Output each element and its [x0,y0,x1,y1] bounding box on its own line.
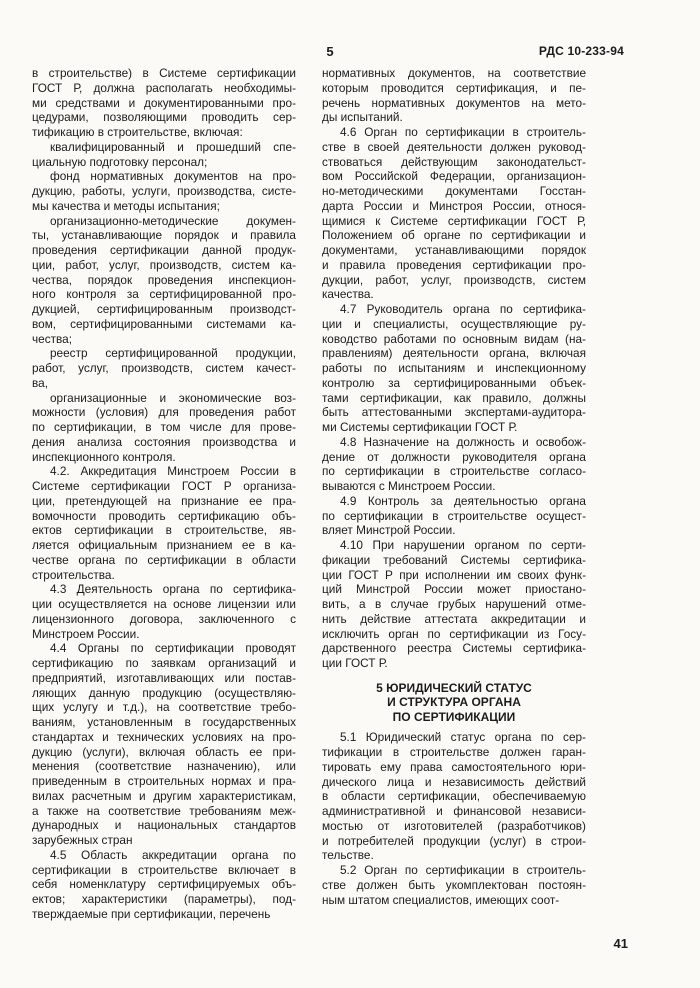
text-line: ции ГОСТ Р. [322,656,388,670]
text-line: 4.9 Контроль за деятельностью органа [340,493,586,508]
text-line: тировать ему права самостоятельного юри- [322,759,586,774]
paragraph [32,140,296,170]
text-line: но-методическими документами Госстан- [322,184,586,198]
section-heading-line: ПО СЕРТИФИКАЦИИ [392,709,516,724]
text-line: которым проводится сертификация, и пе- [322,80,586,95]
text-line: и потребителей продукции (услуг) в строи- [322,833,586,848]
text-line: квалифицированный и прошедший спе- [50,139,296,154]
text-line: 4.7 Руководитель органа по сертифика- [340,302,586,316]
text-line: вить, а в случае грубых нарушений отме- [322,597,586,611]
text-line: дарта России и Минстроя России, относя- [322,198,586,213]
text-line: 4.4 Органы по сертификации проводят [50,641,296,656]
text-line: а также на соответствие требованиям меж- [32,803,296,818]
right-column-top-text [322,66,586,671]
text-line: вомочности проводить сертификацию объ- [32,508,296,523]
text-line: 4.3 Деятельность органа по сертифика- [50,582,296,597]
paragraph [322,494,586,538]
text-line: ции, работ, услуг, производств, систем ка- [32,257,296,272]
text-line: по сертификации, в том числе для прове- [32,420,296,434]
paragraph [322,435,586,494]
section-heading [322,681,586,725]
header-page-number: 5 [326,44,334,59]
text-line: быть аттестованными экспертами-аудитора- [322,405,586,420]
text-line: тельстве. [322,848,374,863]
text-line: фонд нормативных документов на про- [50,169,296,184]
text-line: по сертификации в строительстве согласо- [322,464,586,479]
text-line: ций Минстрой России может приостано- [322,582,586,597]
text-line: стве должен быть укомплектован постоян- [322,877,586,892]
text-line: вом Российской Федерации, организацион- [322,169,586,184]
text-line: строительства. [32,567,115,582]
text-line: предприятий, изготавливающих или постав- [32,670,296,685]
text-line: реестр сертифицированной продукции, [50,346,296,361]
text-line: вываются с Минстроем России. [322,479,496,493]
text-line: вляет Минстрой России. [322,523,456,538]
paragraph [32,391,296,465]
text-line: 4.5 Область аккредитации органа по [50,847,296,862]
paragraph [32,66,296,140]
paragraph [32,848,296,922]
text-line: тификации в строительстве должен гаран- [322,745,586,759]
text-line: ектов сертификации в строительстве, яв- [32,523,296,538]
text-line: ным штатом специалистов, имеющих соот- [322,892,560,907]
text-line: чества; [32,331,72,346]
footer-page-number: 41 [613,936,628,951]
text-line: щих услугу и т.д.), на соответствие требо- [32,700,296,715]
text-line: дарственного реестра Системы сертифика- [322,641,586,656]
text-line: цедурами, позволяющими проводить сер- [32,110,296,125]
text-line: в строительстве) в Системе сертификации [32,66,296,80]
text-line: зарубежных стран [32,833,133,847]
text-line: Положением об органе по сертификации и [322,228,586,243]
text-line: правлениям) деятельности органа, включая [322,346,586,361]
text-line: ляющих данную продукцию (осуществляю- [32,685,296,700]
text-line: организационные и экономические воз- [50,390,296,405]
text-line: 4.10 При нарушении органом по серти- [340,538,586,552]
paragraph [32,641,296,848]
text-line: дукцию, работы, услуги, производства, систе- [32,184,296,198]
text-line: менения (соответствие назначению), или [32,759,296,774]
text-line: вилах расчетным и другим характеристикам, [32,788,296,803]
text-line: документами, устанавливающими порядок [322,243,586,257]
right-column-bottom-text [322,730,586,907]
text-line: ции ГОСТ Р при исполнении им своих функ- [322,567,586,582]
text-line: 5.2 Орган по сертификации в строитель- [340,863,586,877]
text-line: дукцию (услуги), включая область ее при- [32,744,296,759]
text-line: тверждаемые при сертификации, перечень [32,906,271,921]
text-line: дения анализа состояния производства и [32,434,296,449]
text-line: инспекционного контроля. [32,449,176,464]
paragraph [322,125,586,302]
text-line: стве в своей деятельности должен руковод- [322,139,586,154]
text-line: стандартах и технических условиях на про- [32,729,296,744]
paragraph [322,863,586,907]
text-line: работы по испытаниям и инспекционному [322,361,586,375]
text-line: административной и финансовой независи- [322,804,586,818]
text-line: дение от должности руководителя органа [322,449,586,464]
text-line: щимися к Системе сертификации ГОСТ Р, [322,213,586,228]
text-line: 4.8 Назначение на должность и освобож- [340,434,586,449]
text-line: чества, порядок проведения инспекцион- [32,272,296,287]
text-line: ции и специалисты, осуществляющие ру- [322,316,586,331]
paragraph [32,169,296,213]
text-line: нить действие аттестата аккредитации и [322,611,586,626]
text-line: и правила проведения сертификации про- [322,257,586,272]
right-text-column [322,66,586,907]
text-line: ваниям, установленным в государственных [32,715,296,729]
section-heading-line: И СТРУКТУРА ОРГАНА [387,695,521,710]
paragraph [322,66,586,125]
text-line: честве органа по сертификации в области [32,552,296,567]
section-heading-line: 5 ЮРИДИЧЕСКИЙ СТАТУС [376,680,532,695]
text-line: организационно-методические докумен- [50,213,296,228]
text-line: ми Системы сертификации ГОСТ Р. [322,420,518,434]
text-line: ты, устанавливающие порядок и правила [32,228,296,243]
text-line: ектов; характеристики (параметры), под- [32,892,296,906]
text-line: циальную подготовку персонал; [32,154,208,169]
text-line: 4.2. Аккредитация Минстроем России в [50,464,296,479]
text-line: ми средствами и документированными про- [32,95,296,110]
text-line: можности (условия) для проведения работ [32,405,296,420]
left-text-column [32,66,296,922]
text-line: контролю за сертифицированными объек- [322,375,586,390]
paragraph [32,346,296,390]
text-line: по сертификации в строительстве осущест- [322,508,586,523]
text-line: ствоваться действующим законодательст- [322,154,586,169]
paragraph [32,214,296,347]
text-line: ководство работами по основным видам (на- [322,331,586,346]
text-line: ва, [32,375,48,390]
text-line: тами сертификации, как правило, должны [322,390,586,405]
text-line: вом, сертифицированными системами ка- [32,316,296,331]
text-line: Системе сертификации ГОСТ Р организа- [32,479,296,493]
text-line: дународных и национальных стандартов [32,818,296,833]
text-line: дического лица и независимость действий [322,774,586,789]
text-line: сертификации в строительстве включает в [32,862,296,877]
text-line: сертификацию по заявкам организаций и [32,656,296,670]
text-line: тификацию в строительстве, включая: [32,125,243,139]
paragraph [32,464,296,582]
text-line: дукции, работ, услуг, производств, систем [322,272,586,287]
paragraph [322,538,586,671]
text-line: дукцией, сертифицированным производст- [32,302,296,316]
text-line: фикации требований Системы сертифика- [322,552,586,567]
text-line: приведенным в строительных нормах и пра- [32,774,296,788]
text-line: мы качества и методы испытания; [32,198,220,213]
text-line: ды испытаний. [322,110,403,125]
text-line: проведения сертификации данной продук- [32,243,296,257]
text-line: исключить орган по сертификации из Госу- [322,626,586,641]
text-line: 5.1 Юридический статус органа по сер- [340,730,586,745]
text-line: ного контроля за сертифицированной про- [32,287,296,302]
paragraph [322,730,586,863]
text-line: ции осуществляется на основе лицензии или [32,597,296,611]
text-line: лицензионного договора, заключенного с [32,611,296,626]
text-line: 4.6 Орган по сертификации в строитель- [340,125,586,139]
text-line: себя номенклатуру сертифицируемых объ- [32,877,296,892]
text-line: качества. [322,287,374,302]
header-document-code: РДС 10-233-94 [538,44,624,58]
paragraph [322,302,586,435]
text-line: Минстроем России. [32,626,140,641]
text-line: ции, претендующей на признание ее пра- [32,493,296,508]
text-line: ляется официальным признанием ее в ка- [32,538,296,552]
text-line: работ, услуг, производств, систем качест- [32,361,296,375]
text-line: нормативных документов, на соответствие [322,66,586,80]
text-line: мостью от изготовителей (разработчиков) [322,818,586,833]
text-line: в области сертификации, обеспечиваемую [322,789,586,804]
paragraph [32,582,296,641]
text-line: речень нормативных документов на мето- [322,95,586,110]
text-line: ГОСТ Р, должна располагать необходимы- [32,80,296,95]
